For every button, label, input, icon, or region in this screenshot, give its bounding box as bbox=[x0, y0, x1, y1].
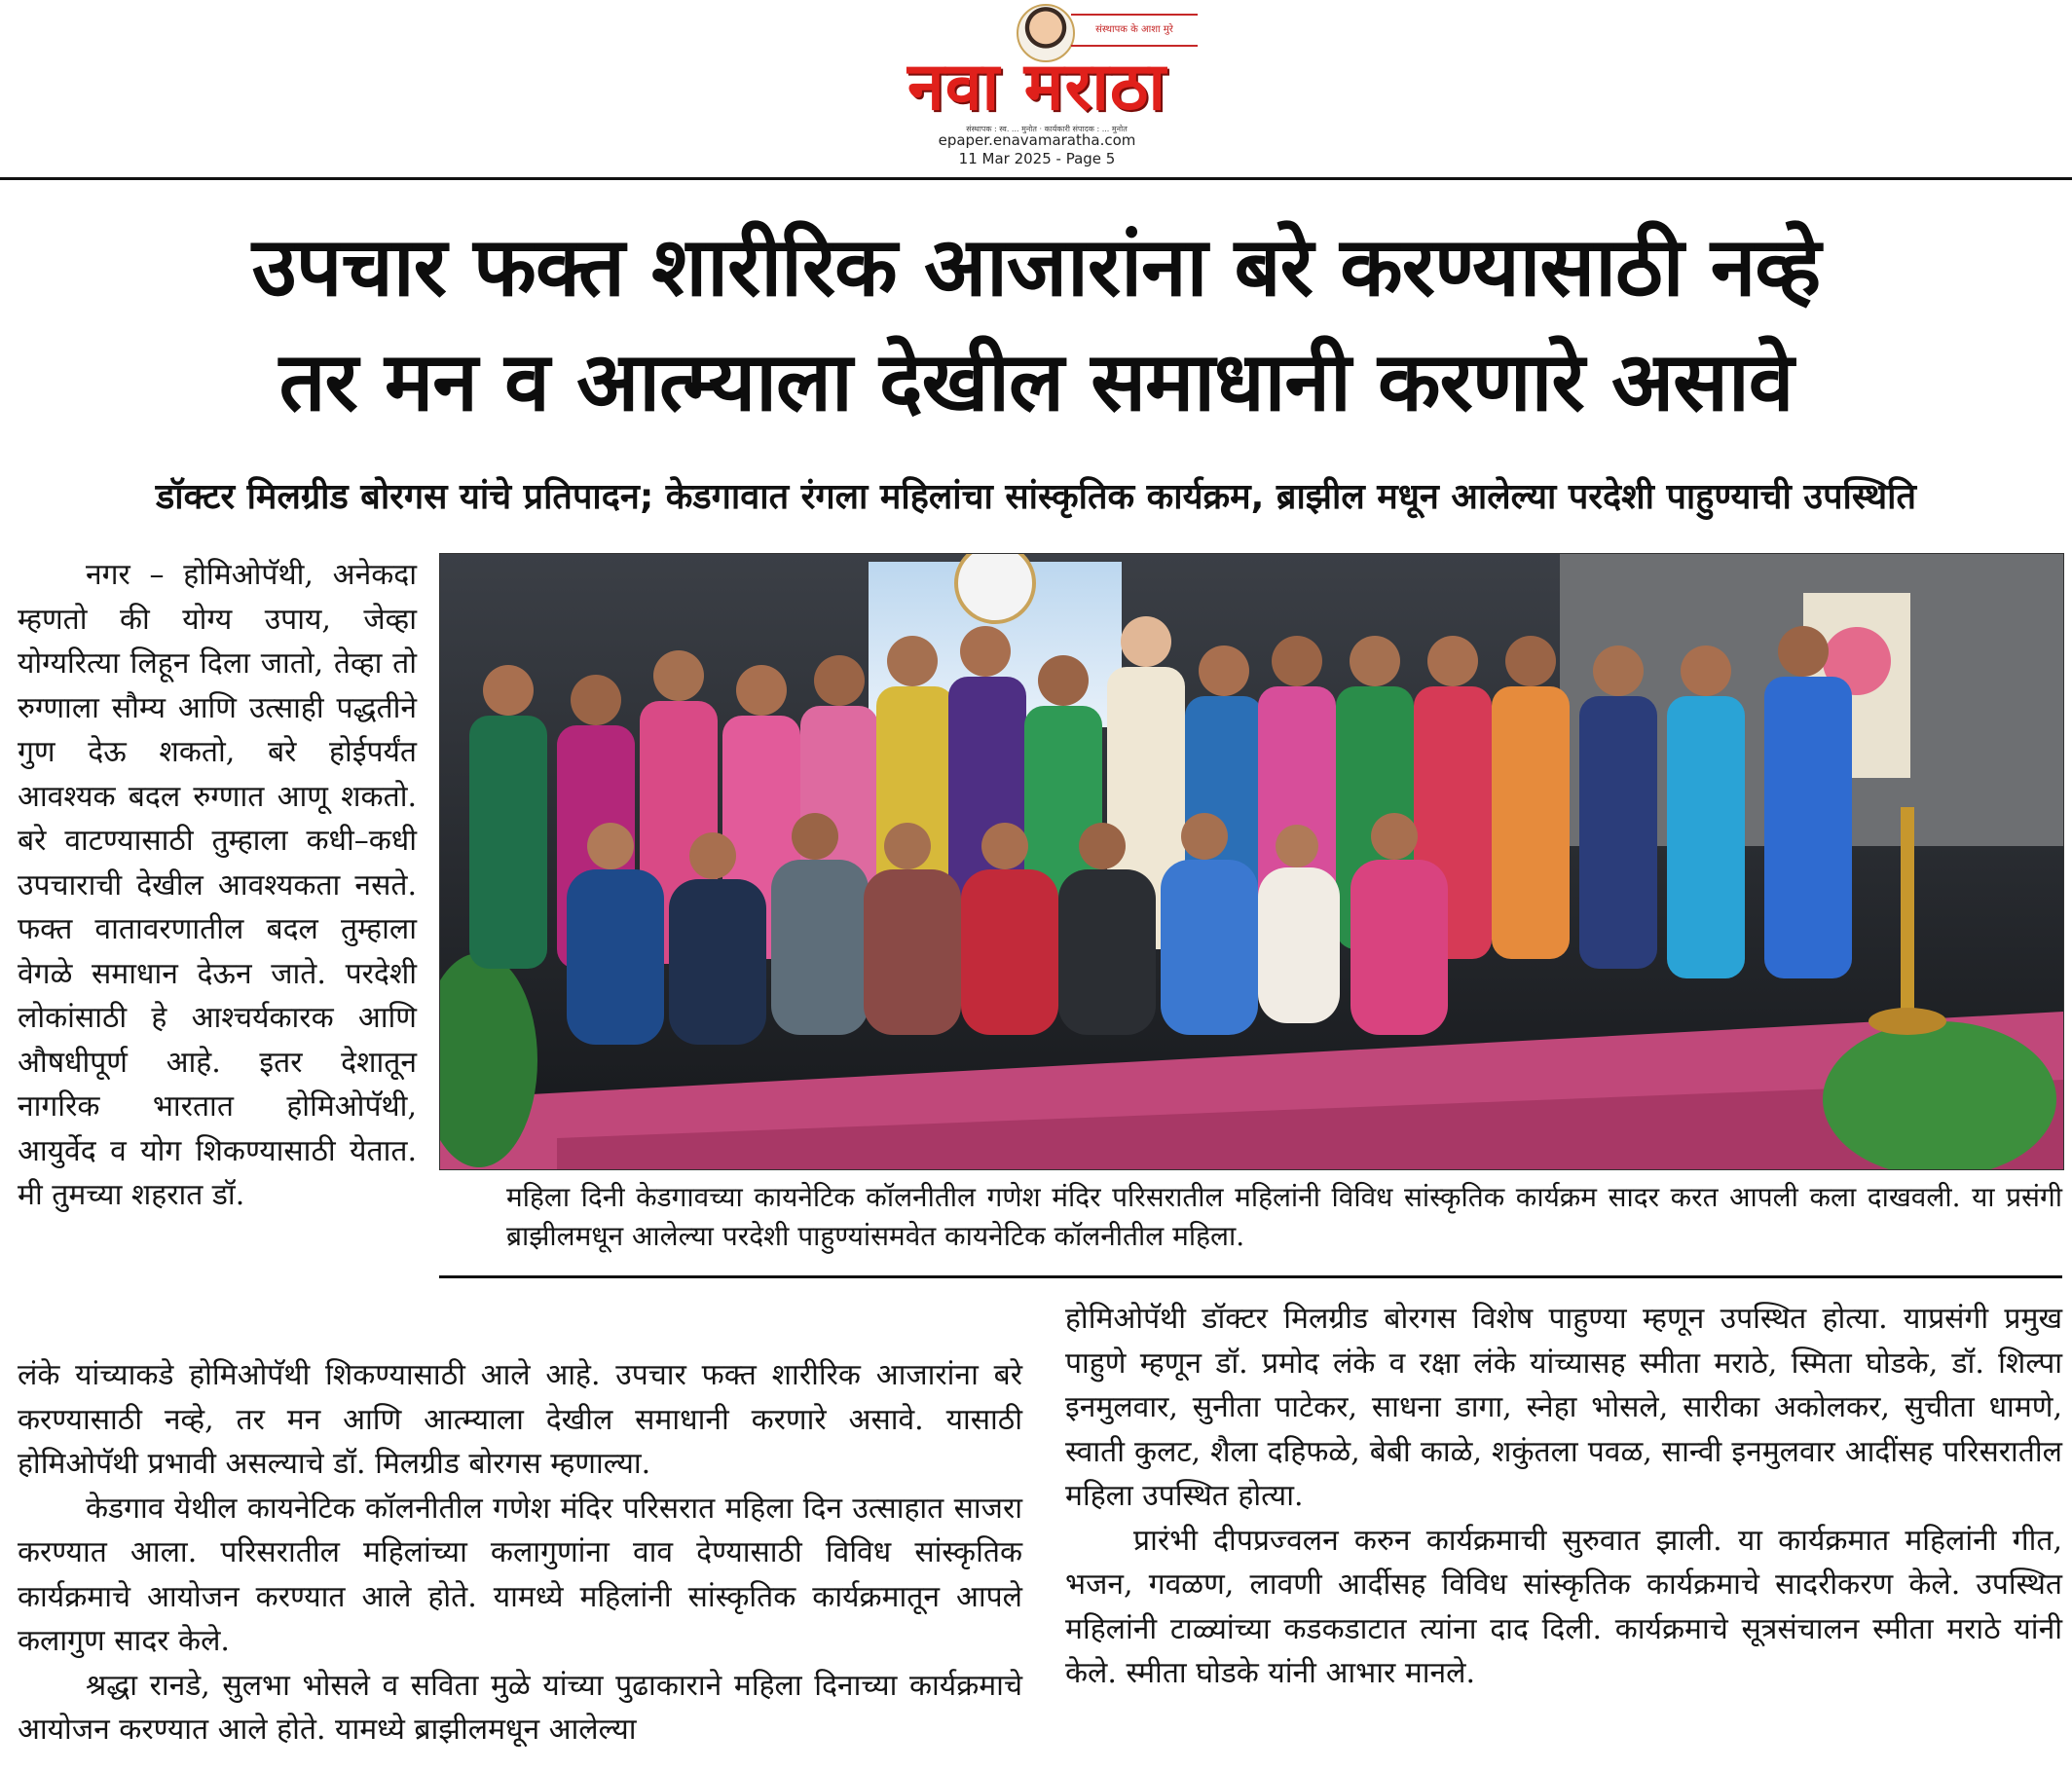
article-paragraph-2: केडगाव येथील कायनेटिक कॉलनीतील गणेश मंदिर परिसरात महिला दिन उत्साहात साजरा करण्यात आला. परिसरातील महिलांच्या कलागुणांना वाव देण्यासाठी विविध सांस्कृतिक कार्यक्रमाचे आयोजन करण्यात आले होते. यामध्ये महिलांनी सांस्कृतिक कार्यक्रमातून आपले कलागुण सादर केले. bbox=[18, 1491, 1022, 1658]
article-paragraph-4: होमिओपॅथी डॉक्टर मिलग्रीड बोरगस विशेष पाहुण्या म्हणून उपस्थित होत्या. याप्रसंगी प्रमुख पाहुणे म्हणून डॉ. प्रमोद लंके व रक्षा लंके यांच्यासह स्मीता मराठे, स्मिता घोडके, डॉ. शिल्पा इनमुलवार, सुनीता पाटेकर, साधना डागा, स्नेहा भोसले, सारीका अकोलकर, सुचीता धामणे, स्वाती कुलट, शैला दहिफळे, बेबी काळे, शकुंतला पवळ, सान्वी इनमुलवार आदींसह परिसरातील महिला उपस्थित होत्या. bbox=[1065, 1302, 2062, 1513]
front-row-figures bbox=[567, 813, 1448, 1045]
group-photo-illustration bbox=[440, 554, 2063, 1169]
article-column-right bbox=[1065, 1297, 2062, 1696]
article-column-narrow bbox=[18, 553, 417, 1218]
article-paragraph-1-continued: लंके यांच्याकडे होमिओपॅथी शिकण्यासाठी आले आहे. उपचार फक्त शारीरिक आजारांना बरे करण्यासाठी नव्हे, तर मन आणि आत्म्याला देखील समाधानी करणारे असावे. यासाठी होमिओपॅथी प्रभावी असल्याचे डॉ. मिलग्रीड बोरगस म्हणाल्या. bbox=[18, 1358, 1022, 1481]
headline-line-2: तर मन व आत्म्याला देखील समाधानी करणारे असावे bbox=[278, 334, 1794, 429]
site-url[interactable]: epaper.enavamaratha.com bbox=[938, 131, 1136, 149]
newspaper-logo: नवा मराठा bbox=[906, 49, 1167, 126]
headline-line-1: उपचार फक्त शारीरिक आजारांना बरे करण्यासाठी नव्हे bbox=[251, 219, 1821, 314]
subheadline: डॉक्टर मिलग्रीड बोरगस यांचे प्रतिपादन; केडगावात रंगला महिलांचा सांस्कृतिक कार्यक्रम, ब्राझील मधून आलेल्या परदेशी पाहुण्याची उपस्थिति bbox=[156, 477, 1916, 517]
caption-divider bbox=[439, 1275, 2062, 1278]
article-paragraph-5: प्रारंभी दीपप्रज्वलन करुन कार्यक्रमाची सुरुवात झाली. या कार्यक्रमात महिलांनी गीत, भजन, गवळण, लावणी आर्दीसह विविध सांस्कृतिक कार्यक्रमाचे सादरीकरण केले. उपस्थित महिलांनी टाळ्यांच्या कडकडाटात त्यांना दाद दिली. कार्यक्रमाचे सूत्रसंचालन स्मीता मराठे यांनी केले. स्मीता घोडके यांनी आभार मानले. bbox=[1065, 1523, 2062, 1690]
masthead-divider bbox=[0, 177, 2072, 180]
masthead bbox=[0, 0, 2072, 175]
logo-subline: संस्थापक : स्व. ... मुनोत · कार्यकारी संपादक : ... मुनोत bbox=[966, 125, 1128, 133]
article-column-left bbox=[18, 1353, 1022, 1752]
photo-caption: महिला दिनी केडगावच्या कायनेटिक कॉलनीतील गणेश मंदिर परिसरातील महिलांनी विविध सांस्कृतिक कार्यक्रम सादर करत आपली कला दाखवली. या प्रसंगी ब्राझीलमधून आलेल्या परदेशी पाहुण्यांसमवेत कायनेटिक कॉलनीतील महिला. bbox=[506, 1181, 2062, 1252]
issue-date: 11 Mar 2025 - Page 5 bbox=[958, 150, 1116, 167]
article-paragraph-1: नगर – होमिओपॅथी, अनेकदा म्हणतो की योग्य उपाय, जेव्हा योग्यरित्या लिहून दिला जातो, तेव्हा तो रुग्णाला सौम्य आणि उत्साही पद्धतीने गुण देऊ शकतो, बरे होईपर्यंत आवश्यक बदल रुग्णात आणू शकतो. बरे वाटण्यासाठी तुम्हाला कधी–कधी उपचाराची देखील आवश्यकता नसते. फक्त वातावरणातील बदल तुम्हाला वेगळे समाधान देऊन जाते. परदेशी लोकांसाठी हे आश्चर्यकारक आणि औषधीपूर्ण आहे. इतर देशातून नागरिक भारतात होमिओपॅथी, आयुर्वेद व योग शिकण्यासाठी येतात. मी तुमच्या शहरात डॉ. bbox=[18, 558, 417, 1212]
article-paragraph-3: श्रद्धा रानडे, सुलभा भोसले व सविता मुळे यांच्या पुढाकाराने महिला दिनाच्या कार्यक्रमाचे आयोजन करण्यात आले होते. यामध्ये ब्राझीलमधून आलेल्या bbox=[18, 1668, 1022, 1747]
event-photo bbox=[439, 553, 2064, 1170]
masthead-tagline: संस्थापक के आशा मुरे bbox=[1071, 14, 1198, 47]
headline bbox=[29, 209, 2043, 439]
